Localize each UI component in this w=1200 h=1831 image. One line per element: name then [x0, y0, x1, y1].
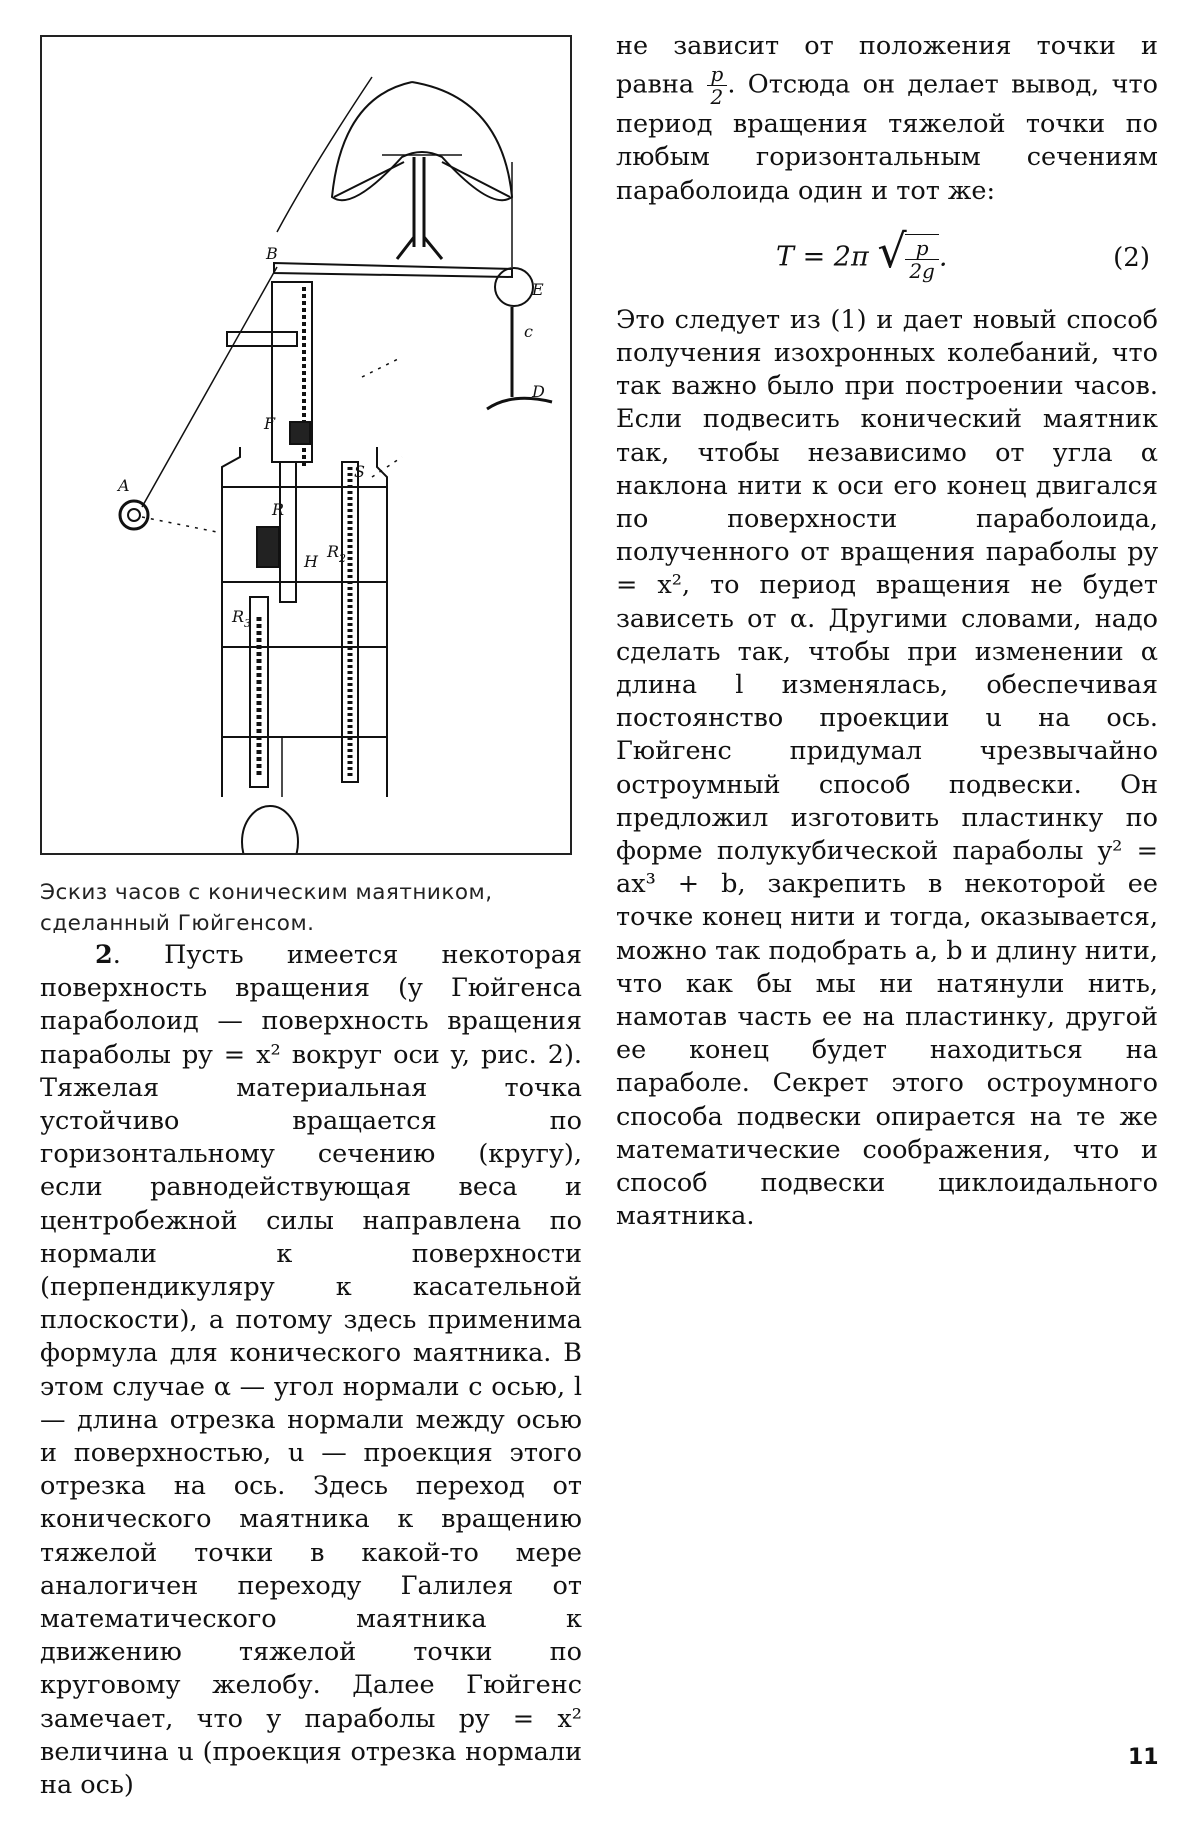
label-r3-sub: 3 — [244, 617, 251, 630]
paragraph-bottom: Это следует из (1) и дает новый способ получения изохронных колебаний, что так важно было при построении часов. Если подвесить конический маятник так, чтобы независимо от угла α наклона нити к оси его конец двигался по поверхности параболоида, полученного от вращения параболы py = x², то период вращения не будет зависеть от α. Другими словами, надо сделать так, чтобы при изменении α длина l изменялась, обеспечивая постоянство проекции u на ось. Гюйгенс придумал чрезвычайно остроумный способ подвески. Он предложил изготовить пластинку по форме полукубической параболы y² = ax³ + b, закрепить в некоторой ее точке конец нити и тогда, оказывается, можно так подобрать a, b и длину нити, что как бы мы ни натянули нить, намотав часть ее на пластинку, другой ее конец будет находиться на параболе. Секрет этого остроумного способа подвески опирается на те же математические соображения, что и способ подвески циклоидального маятника. — [616, 304, 1158, 1232]
paragraph-top-lead: не зависит от положения точки и равна — [616, 31, 1158, 100]
label-b: B — [266, 244, 278, 263]
label-s: S — [354, 462, 365, 481]
figure-caption: Эскиз часов с коническим маятником, сделанный Гюйгенсом. — [40, 880, 493, 936]
paragraph-2 — [40, 939, 582, 1802]
paragraph-top-tail: . Отсюда он делает вывод, что период вращения тяжелой точки по любым горизонтальным сечениям параболоида один и тот же: — [616, 69, 1159, 206]
paragraph-top — [616, 30, 1158, 208]
formula-fraction-num: p — [905, 237, 939, 260]
label-r3: R — [232, 607, 245, 626]
period-formula — [776, 223, 948, 283]
page-number: 11 — [1128, 1745, 1159, 1770]
label-f: F — [264, 414, 276, 433]
label-e: E — [532, 280, 544, 299]
label-c: c — [524, 322, 533, 341]
left-column — [40, 35, 582, 1802]
left-text — [40, 939, 582, 1802]
right-column — [616, 30, 1158, 1234]
label-h: H — [304, 552, 318, 571]
radical-sign: √ — [877, 223, 907, 278]
label-a: A — [118, 476, 130, 495]
label-r2-sub: 2 — [339, 552, 346, 565]
inline-fraction-den: 2 — [710, 85, 724, 110]
huygens-clock-sketch — [40, 35, 572, 855]
formula-2 — [616, 224, 1158, 292]
formula-fraction-den: 2g — [909, 258, 935, 283]
formula-lhs: T = 2π — [776, 241, 869, 273]
sketch-drawing — [42, 37, 570, 853]
label-r2: R — [327, 542, 340, 561]
right-text — [616, 30, 1158, 1234]
inline-fraction — [707, 63, 728, 108]
formula-sqrt — [877, 223, 939, 283]
formula-fraction — [905, 237, 939, 282]
inline-fraction-num: p — [707, 63, 728, 86]
paragraph-2-text: . Пусть имеется некоторая поверхность вращения (у Гюйгенса параболоид — поверхность вращения параболы py = x² вокруг оси y, рис. 2). Тяжелая материальная точка устойчиво вращается по горизонтальному сечению (кругу), если равнодействующая веса и центробежной силы направлена по нормали к поверхности (перпендикуляру к касательной плоскости), а потому здесь применима формула для конического маятника. В этом случае α — угол нормали с осью, l — длина отрезка нормали между осью и поверхностью, u — проекция этого отрезка на ось. Здесь переход от конического маятника к вращению тяжелой точки в какой-то мере аналогичен переходу Галилея от математического маятника к движению тяжелой точки по круговому желобу. Далее Гюйгенс замечает, что у параболы py = x² величина u (проекция отрезка нормали на ось) — [40, 940, 582, 1801]
label-r: R — [272, 500, 285, 519]
equation-number: (2) — [1113, 242, 1150, 273]
section-number: 2 — [95, 940, 113, 970]
label-d: D — [532, 382, 545, 401]
formula-tail: . — [938, 241, 948, 273]
